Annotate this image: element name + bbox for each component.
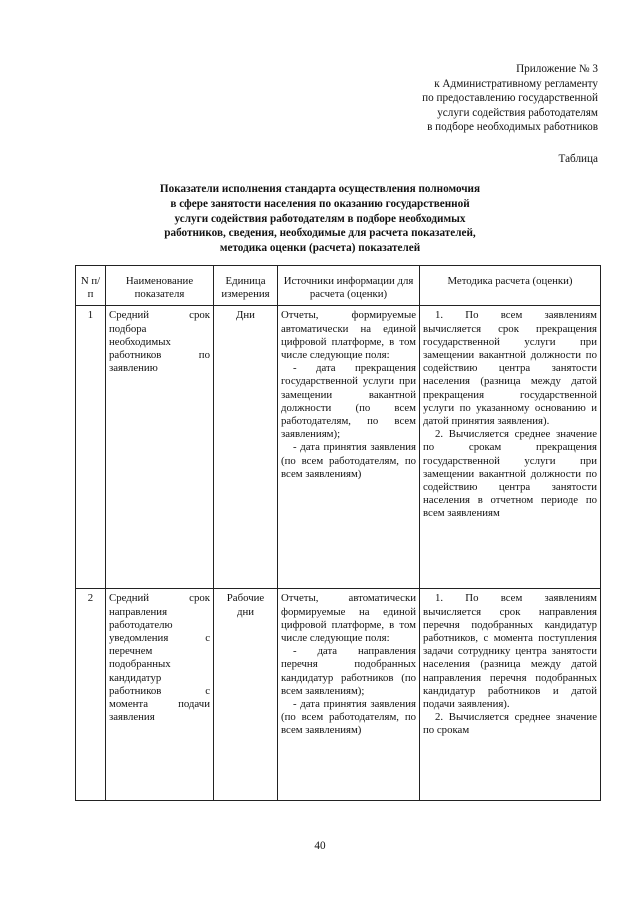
table-header-row	[76, 266, 601, 306]
table-row	[76, 589, 601, 801]
sources-cell	[278, 589, 420, 801]
sources-item: - дата прекращения государственной услуги при замещении вакантной должности (по всем работодателям, по всем заявлениям);	[281, 362, 416, 441]
sources-intro: Отчеты, автоматически формируемые на единой цифровой платформе, в том числе следующие поля:	[281, 592, 416, 645]
sources-cell	[278, 306, 420, 589]
sources-item: - дата принятия заявления (по всем работодателям, по всем заявлениям)	[281, 698, 416, 737]
table-row	[76, 306, 601, 589]
header-method: Методика расчета (оценки)	[420, 266, 601, 306]
appendix-line: к Административному регламенту	[434, 77, 598, 90]
row-num: 2	[76, 589, 106, 801]
header-name: Наименование показателя	[106, 266, 214, 306]
sources-item: - дата направления перечня подобранных кандидатур работников (по всем заявлениям);	[281, 645, 416, 697]
title-line: Показатели исполнения стандарта осуществления полномочия	[159, 183, 481, 195]
method-step: 1. По всем заявлениям вычисляется срок направления перечня подобранных кандидатур работников, с момента поступления задачи сотруднику центра занятости населения (разница между датой направления перечня подобранных кандидатур работников и датой подачи заявления).	[423, 592, 597, 711]
appendix-line: в подборе необходимых работников	[427, 121, 598, 134]
title-line: услуги содействия работодателям в подборе необходимых	[174, 212, 466, 225]
header-num: N п/п	[76, 266, 106, 306]
header-sources: Источники информации для расчета (оценки)	[278, 266, 420, 306]
indicator-name: Средний срок подбора необходимых работников по заявлению	[106, 306, 214, 589]
unit-cell: Рабочие дни	[214, 589, 278, 801]
indicator-name: Средний срок направления работодателю уведомления с перечнем подобранных кандидатур работников с момента подачи заявления	[106, 589, 214, 801]
sources-intro: Отчеты, формируемые автоматически на единой цифровой платформе, в том числе следующие поля:	[281, 309, 416, 362]
method-cell	[420, 589, 601, 801]
method-step: 2. Вычисляется среднее значение по срокам	[423, 711, 597, 737]
method-step: 2. Вычисляется среднее значение по срокам прекращения государственной услуги при замещении вакантной должности по содействию центра занятости населения в отчетном периоде по всем заявлениям	[423, 428, 597, 520]
title-line: работников, сведения, необходимые для расчета показателей,	[164, 227, 476, 240]
appendix-line: услуги содействия работодателям	[437, 106, 598, 119]
indicators-table	[75, 265, 601, 801]
header-unit: Единица измерения	[214, 266, 278, 306]
appendix-header	[298, 62, 598, 135]
page-number: 40	[314, 840, 326, 852]
title-line: методика оценки (расчета) показателей	[219, 242, 421, 255]
table-label: Таблица	[558, 153, 598, 165]
method-step: 1. По всем заявлениям вычисляется срок прекращения государственной услуги при замещении вакантной должности по содействию центра занятости населения (разница между датой прекращения государственной услуги по указанному основанию и датой принятия заявления).	[423, 309, 597, 428]
appendix-line: по предоставлению государственной	[422, 92, 598, 105]
title-line: в сфере занятости населения по оказанию государственной	[170, 197, 470, 210]
method-cell	[420, 306, 601, 589]
unit-cell: Дни	[214, 306, 278, 589]
sources-item: - дата принятия заявления (по всем работодателям, по всем заявлениям)	[281, 441, 416, 480]
document-title	[0, 182, 640, 256]
row-num: 1	[76, 306, 106, 589]
appendix-line: Приложение № 3	[516, 63, 598, 75]
